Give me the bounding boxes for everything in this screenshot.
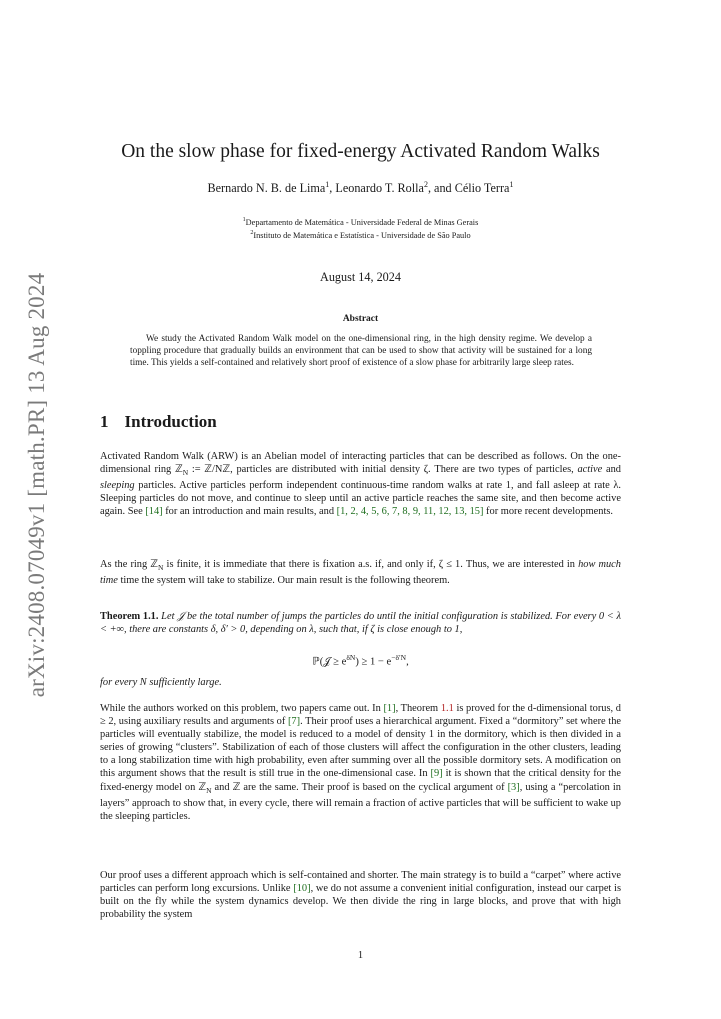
- abstract-text: We study the Activated Random Walk model on the one-dimensional ring, in the high density regime. We develop a toppling procedure that gradually builds an environment that can be used to show that activity will be sustained for a long time. This yields a self-contained and relatively short proof of existence of a slow phase for arbitrarily large sleep rates.: [130, 334, 592, 369]
- section-number: 1: [100, 412, 109, 431]
- affiliation-line: $^2$Instituto de Matemática e Estatística - Universidade de São Paulo: [250, 229, 471, 240]
- author-affiliation-mark: 1: [509, 180, 514, 189]
- citation-link[interactable]: [7]: [287, 716, 301, 728]
- author-name: Leonardo T. Rolla: [335, 181, 424, 196]
- arxiv-sidebar-stamp: [22, 272, 52, 698]
- theorem-reference-link[interactable]: 1.1: [440, 703, 454, 714]
- paper-title: On the slow phase for fixed-energy Activated Random Walks: [121, 141, 600, 162]
- theorem-block: [100, 610, 621, 636]
- author-name: Bernardo N. B. de Lima: [207, 181, 326, 196]
- theorem-equation: ℙ(𝒥 ≥ $e^{\delta N}) \ge 1 - e^{-\delta'N}$,: [312, 653, 409, 668]
- paragraph-motivation: As the ring ℤ$_N$ is finite, it is immediate that there is fixation a.s. if, and only if, ζ ≤ 1. Thus, we are interested in how much time time the system will take to stabilize. Our main result is the following theorem.: [100, 559, 621, 587]
- citation-link[interactable]: [1, 2, 4, 5, 6, 7, 8, 9, 11, 12, 13, 15]: [336, 506, 484, 518]
- theorem-statement: Let 𝒥 be the total number of jumps the particles do until the initial configuration is stabilized. For every 0 < λ < +∞, there are constants δ, δ′ > 0, depending on λ, such that, if ζ is close enough to 1,: [100, 611, 621, 636]
- author-name: Célio Terra: [454, 181, 510, 196]
- citation-link[interactable]: [3]: [507, 781, 520, 793]
- theorem-tail: for every N sufficiently large.: [100, 677, 222, 688]
- author-list: Bernardo N. B. de Lima$^1$, Leonardo T. Rolla$^2$, and Célio Terra$^1$: [207, 180, 514, 196]
- paper-date: August 14, 2024: [320, 270, 401, 284]
- paragraph-approach: Our proof uses a different approach which is self-contained and shorter. The main strategy is to build a “carpet” where active particles can perform long excursions. Unlike [10], we do not assume a convenient initial configuration, instead our carpet is built on the fly while the system dynamics develop. We then divide the ring in large blocks, and prove that with high probability the system: [100, 870, 621, 921]
- affiliation-line: $^1$Departamento de Matemática - Universidade Federal de Minas Gerais: [242, 217, 479, 227]
- paragraph-related-work: While the authors worked on this problem, two papers came out. In [1], Theorem 1.1 is proved for the d-dimensional torus, d ≥ 2, using auxiliary results and arguments of [7]. Their proof uses a hierarchical argument. Fixed a “dormitory” set where the particles will eventually stabilize, the model is reduced to a model of density 1 in the dormitory, which is then divided in a series of growing “clusters”. Stabilization of each of those clusters will affect the configuration in the other clusters, leading to a long stabilization time with high probability, even after summing over all the possible dormitory sets. A modification on this argument shows that the result is still true in the one-dimensional case. In [9] it is shown that the critical density for the fixed-energy model on ℤ$_N$ and ℤ are the same. Their proof is based on the cyclical argument of [3], using a “percolation in layers” approach to show that, in every cycle, there will remain a fraction of active particles that will be sufficient to wake up the sleeping particles.: [100, 703, 621, 822]
- theorem-label: Theorem 1.1.: [100, 611, 159, 622]
- citation-link[interactable]: [9]: [430, 768, 443, 780]
- section-title: Introduction: [124, 412, 217, 431]
- section-heading: [100, 412, 217, 432]
- citation-link[interactable]: [1]: [383, 703, 396, 714]
- affiliation-list: [0, 215, 721, 241]
- citation-link[interactable]: [14]: [145, 506, 163, 518]
- abstract-heading: Abstract: [342, 314, 379, 324]
- author-affiliation-mark: 2: [423, 180, 428, 189]
- arxiv-identifier: arXiv:2408.07049v1 [math.PR] 13 Aug 2024: [24, 272, 49, 698]
- paragraph-intro: Activated Random Walk (ARW) is an Abelian model of interacting particles that can be described as follows. On the one-dimensional ring ℤ$_N$ := ℤ/Nℤ, particles are distributed with initial density ζ. There are two types of particles, active and sleeping particles. Active particles perform independent continuous-time random walks at rate 1, and fall asleep at rate λ. Sleeping particles do not move, and continue to sleep until an active particle reaches the same site, and then become active again. See [14] for an introduction and main results, and [1, 2, 4, 5, 6, 7, 8, 9, 11, 12, 13, 15] for more recent developments.: [100, 451, 621, 518]
- citation-link[interactable]: [10]: [293, 883, 311, 895]
- author-affiliation-mark: 1: [325, 180, 330, 189]
- page-number: 1: [357, 950, 364, 961]
